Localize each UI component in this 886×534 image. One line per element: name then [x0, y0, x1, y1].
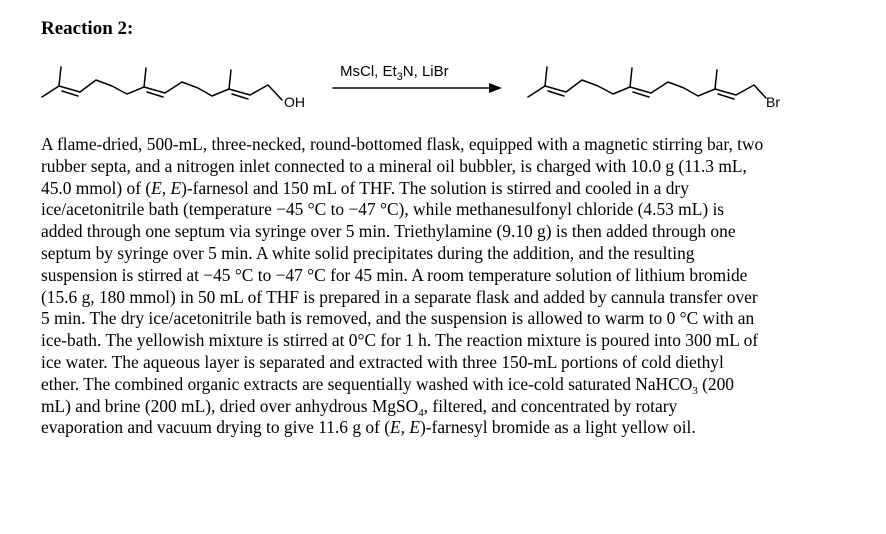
reaction-scheme	[0, 0, 886, 140]
text-line: added through one septum via syringe over 5 min. Triethylamine (9.10 g) is then added through one	[41, 221, 736, 242]
text-line: ether. The combined organic extracts are sequentially washed with ice-cold saturated NaHCO$_3$ (200	[41, 373, 735, 397]
farnesol-structure	[42, 67, 282, 100]
procedure-paragraph	[41, 134, 876, 439]
text-line: rubber septa, and a nitrogen inlet connected to a mineral oil bubbler, is charged with 10.0 g (11.3 mL,	[41, 155, 747, 176]
reagents-text-1: MsCl, Et	[340, 63, 397, 80]
reagents-label	[340, 63, 449, 83]
text-line: (15.6 g, 180 mmol) in 50 mL of THF is prepared in a separate flask and added by cannula transfer over	[41, 286, 758, 307]
hydroxyl-label: OH	[284, 94, 305, 110]
reaction-arrow	[333, 83, 502, 93]
text-line: ice/acetonitrile bath (temperature −45 °C to −47 °C), while methanesulfonyl chloride (4.53 mL) is	[41, 199, 725, 220]
text-line: septum by syringe over 5 min. A white solid precipitates during the addition, and the resulting	[41, 242, 695, 263]
text-line: ice water. The aqueous layer is separated and extracted with three 150-mL portions of cold diethyl	[41, 351, 724, 372]
reaction-heading: Reaction 2:	[41, 18, 134, 39]
text-line: evaporation and vacuum drying to give 11.6 g of (E, E)-farnesyl bromide as a light yellow oil.	[41, 417, 696, 438]
text-line: suspension is stirred at −45 °C to −47 °C for 45 min. A room temperature solution of lithium bromide	[41, 264, 748, 285]
farnesyl-bromide-structure	[528, 67, 766, 99]
reagents-text-2: N, LiBr	[402, 63, 449, 80]
text-line: A flame-dried, 500-mL, three-necked, round-bottomed flask, equipped with a magnetic stirring bar, two	[41, 134, 764, 154]
bromide-label: Br	[766, 94, 780, 110]
text-line: mL) and brine (200 mL), dried over anhydrous MgSO$_4$, filtered, and concentrated by rotary	[41, 395, 678, 419]
reagents-subscript: 3	[396, 71, 403, 83]
text-line: ice-bath. The yellowish mixture is stirred at 0°C for 1 h. The reaction mixture is poured into 300 mL of	[41, 330, 759, 351]
text-line: 5 min. The dry ice/acetonitrile bath is removed, and the suspension is allowed to warm to 0 °C with an	[41, 308, 755, 329]
text-line: 45.0 mmol) of (E, E)-farnesol and 150 mL of THF. The solution is stirred and cooled in a dry	[41, 177, 689, 198]
